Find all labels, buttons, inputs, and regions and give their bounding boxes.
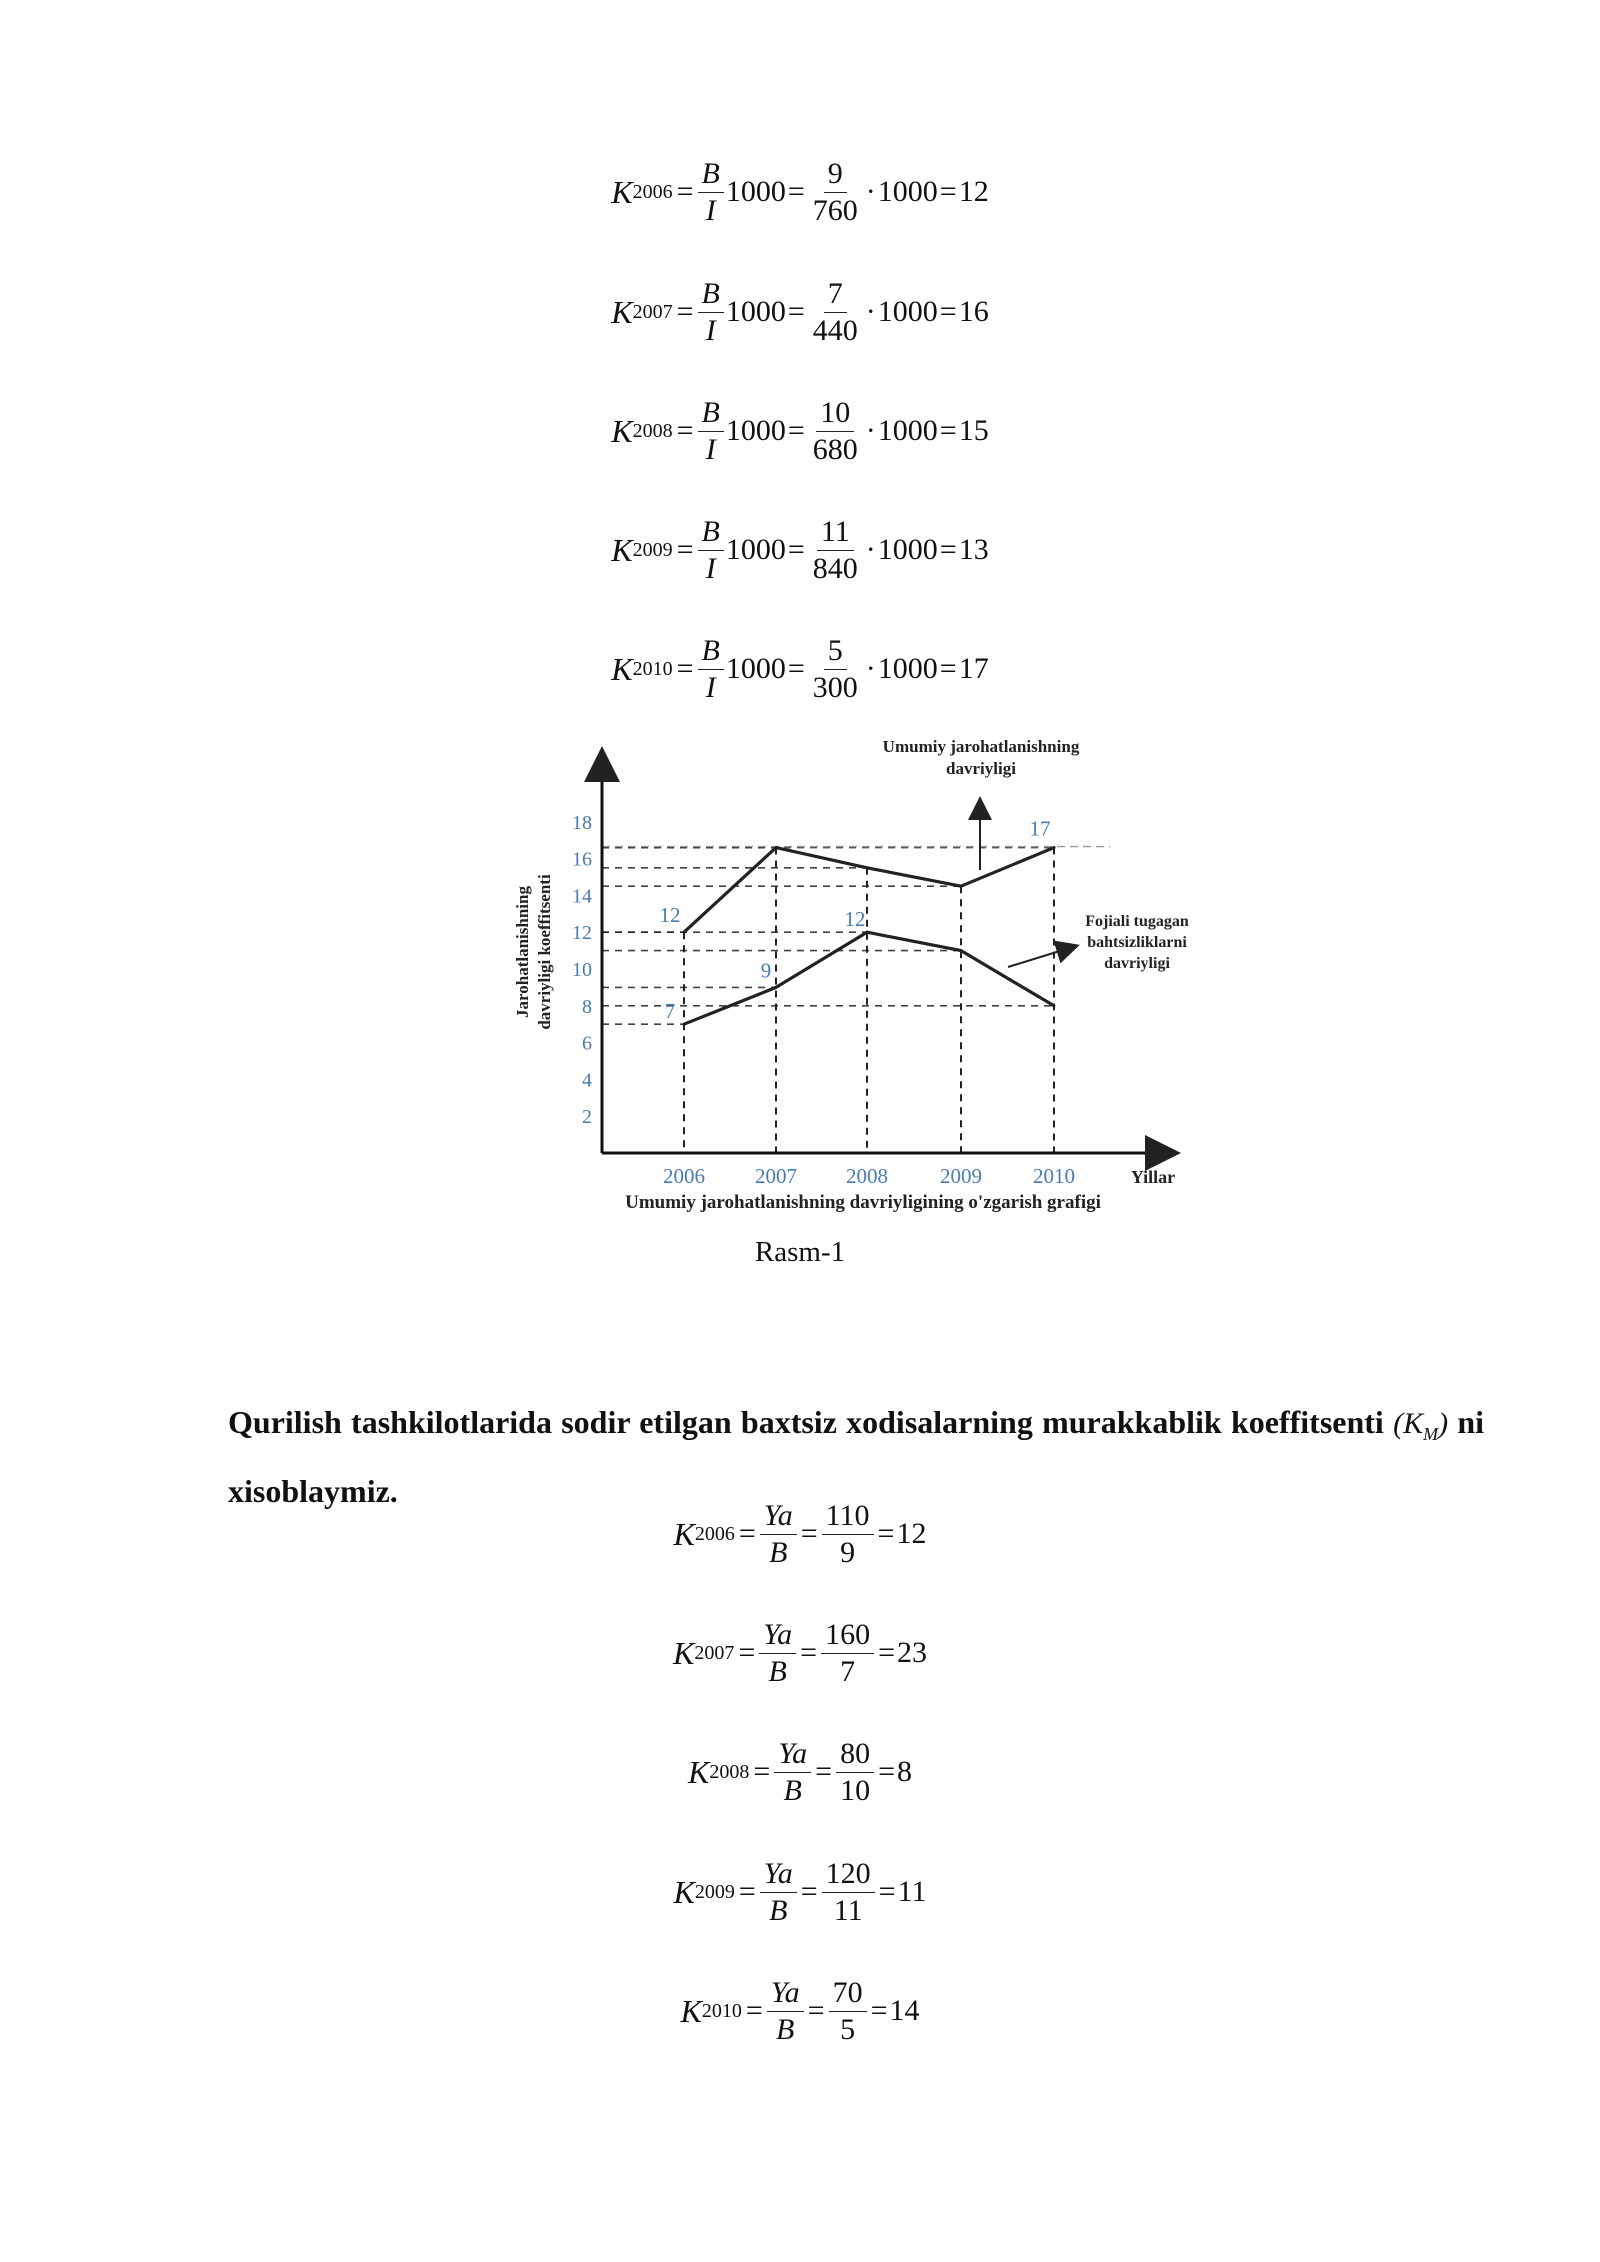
series-2-name: davriyligi [1104, 955, 1170, 972]
eq-var: K [673, 1873, 695, 1910]
eq-sub: 2006 [694, 1522, 735, 1545]
eq-result: 15 [958, 414, 989, 447]
eq-result: 13 [958, 533, 989, 566]
eq-sub: 2007 [694, 1641, 735, 1664]
eq-result: 16 [958, 295, 989, 328]
eq-frac-num: B [698, 158, 724, 193]
eq-frac-den: I [705, 313, 716, 347]
eq-frac-num: Ya [760, 1500, 797, 1535]
eq-num: 80 [836, 1738, 874, 1773]
eq-var: K [680, 1992, 702, 2029]
x-tick-label: 2009 [940, 1164, 982, 1188]
eq-num: 7 [824, 278, 847, 313]
y-tick-label: 2 [582, 1106, 592, 1129]
point-label: 17 [1029, 816, 1051, 841]
series-point [866, 931, 869, 934]
x-tick-label: 2006 [663, 1164, 705, 1188]
eq-frac-den: I [705, 193, 716, 227]
chart-labels [513, 737, 1189, 1213]
eq-mult: 1000 [725, 414, 786, 447]
eq-var: K [611, 293, 633, 330]
eq-result: 12 [958, 175, 989, 208]
eq-frac-den: I [705, 551, 716, 585]
eq-mult: 1000 [725, 295, 786, 328]
eq-sub: 2010 [701, 1999, 742, 2022]
eq-result: 8 [897, 1755, 913, 1788]
y-tick-label: 8 [582, 995, 592, 1018]
series-point [1053, 1004, 1056, 1007]
chart-axes [602, 752, 1175, 1153]
eq-mult: 1000 [725, 533, 786, 566]
eq-frac-num: Ya [759, 1619, 796, 1654]
eq-var: K [611, 173, 633, 210]
eq-mult2: 1000 [877, 175, 938, 208]
km-var: K [1403, 1407, 1424, 1440]
eq-sub: 2008 [632, 419, 673, 442]
eq-den: 10 [840, 1773, 871, 1807]
eq-var: K [672, 1634, 695, 1671]
series-point [775, 846, 778, 849]
equation-km-2007: K 2007 = $\frac{Ya}{B}$ = $\frac{160}{7}$ = 23 [672, 1618, 928, 1688]
eq-frac-den: I [705, 432, 716, 466]
eq-den: 11 [833, 1893, 863, 1927]
eq-den: 5 [840, 2012, 856, 2046]
series-point [683, 931, 686, 934]
eq-den: 680 [812, 432, 858, 466]
eq-mult: 1000 [725, 652, 786, 685]
series-1-name: davriyligi [946, 759, 1016, 778]
y-tick-label: 4 [582, 1069, 592, 1092]
point-label: 12 [844, 907, 866, 932]
eq-sub: 2006 [632, 180, 673, 203]
x-axis-label: Yillar [1130, 1167, 1176, 1187]
series-line-1 [684, 848, 1054, 933]
eq-den: 840 [812, 551, 858, 585]
eq-sub: 2009 [632, 538, 673, 561]
eq-mult2: 1000 [877, 295, 938, 328]
eq-var: K [611, 650, 633, 687]
eq-den: 7 [840, 1654, 856, 1688]
point-label: 7 [664, 999, 676, 1024]
eq-var: K [673, 1515, 695, 1552]
eq-num: 110 [822, 1500, 874, 1535]
y-tick-label: 16 [572, 848, 592, 871]
eq-den: 760 [812, 193, 858, 227]
eq-frac-den: B [769, 1535, 788, 1569]
eq-mult2: 1000 [877, 652, 938, 685]
eq-den: 440 [812, 313, 858, 347]
y-axis-label-line: Jarohatlanishning [513, 886, 532, 1018]
eq-frac-den: B [783, 1773, 802, 1807]
equation-k-2006: K 2006 = $\frac{B}{I}$ 1000 = $\frac{9}{760}$ · 1000 = 12 [611, 157, 989, 227]
eq-mult2: 1000 [877, 533, 938, 566]
km-symbol: $(K_M)$ [1393, 1407, 1449, 1444]
equation-k-2010: K 2010 = $\frac{B}{I}$ 1000 = $\frac{5}{300}$ · 1000 = 17 [611, 634, 989, 704]
eq-den: 300 [812, 670, 858, 704]
eq-var: K [611, 531, 633, 568]
eq-frac-num: B [698, 278, 724, 313]
eq-frac-den: B [769, 1893, 788, 1927]
eq-result: 14 [889, 1994, 920, 2027]
equation-k-2008: K 2008 = $\frac{B}{I}$ 1000 = $\frac{10}{680}$ · 1000 = 15 [611, 396, 989, 466]
y-tick-label: 6 [582, 1032, 592, 1055]
series-point [683, 1023, 686, 1026]
series-2-name: bahtsizliklarni [1087, 934, 1187, 951]
eq-sub: 2010 [632, 657, 673, 680]
y-tick-label: 10 [572, 959, 592, 981]
chart-ticks [572, 812, 1075, 1188]
equation-km-2009: K 2009 = $\frac{Ya}{B}$ = $\frac{120}{11}$ = 11 [673, 1857, 927, 1927]
eq-frac-den: I [705, 670, 716, 704]
series-2-name: Fojiali tugagan [1085, 913, 1189, 930]
chart-title: Umumiy jarohatlanishning davriyligining o'zgarish grafigi [625, 1192, 1101, 1213]
eq-frac-num: Ya [774, 1738, 811, 1773]
equation-km-2006: K 2006 = $\frac{Ya}{B}$ = $\frac{110}{9}$ = 12 [673, 1499, 927, 1569]
eq-var: K [687, 1753, 710, 1790]
eq-result: 11 [897, 1875, 927, 1908]
eq-num: 10 [816, 397, 854, 432]
chart-guides [602, 847, 1110, 1153]
x-tick-label: 2010 [1033, 1164, 1075, 1188]
y-tick-label: 18 [572, 811, 592, 834]
eq-num: 160 [821, 1619, 874, 1654]
series-point [1053, 846, 1056, 849]
eq-sub: 2009 [694, 1880, 735, 1903]
y-axis-label [513, 874, 554, 1030]
y-tick-label: 12 [572, 922, 592, 945]
eq-frac-den: B [768, 1654, 787, 1688]
paragraph-text-after: ni xisoblaymiz. [228, 1404, 1485, 1509]
series-point [866, 866, 869, 869]
eq-frac-num: B [698, 397, 724, 432]
series-point [960, 885, 963, 888]
series-line-2 [684, 932, 1054, 1024]
eq-frac-num: B [698, 635, 724, 670]
eq-result: 12 [896, 1517, 927, 1550]
y-tick-label: 14 [572, 885, 592, 908]
eq-num: 120 [822, 1858, 875, 1893]
eq-sub: 2008 [709, 1760, 750, 1783]
km-sub: M [1423, 1424, 1439, 1444]
eq-var: K [611, 412, 633, 449]
y-axis-label-line: davriyligi koeffitsenti [535, 874, 554, 1030]
equation-km-2010: K 2010 = $\frac{Ya}{B}$ = $\frac{70}{5}$ = 14 [680, 1976, 920, 2046]
figure-caption: Rasm-1 [754, 1236, 846, 1268]
eq-num: 70 [829, 1977, 867, 2012]
eq-result: 23 [897, 1636, 928, 1669]
eq-den: 9 [840, 1535, 856, 1569]
series-point [775, 986, 778, 989]
eq-result: 17 [958, 652, 989, 685]
x-tick-label: 2008 [846, 1164, 888, 1188]
eq-frac-den: B [776, 2012, 795, 2046]
equation-k-2009: K 2009 = $\frac{B}{I}$ 1000 = $\frac{11}{840}$ · 1000 = 13 [611, 515, 989, 585]
eq-frac-num: Ya [760, 1858, 797, 1893]
point-label: 9 [760, 958, 772, 983]
eq-sub: 2007 [632, 300, 673, 323]
x-tick-label: 2007 [755, 1164, 797, 1188]
eq-num: 11 [817, 516, 854, 551]
chart-series [683, 846, 1056, 1026]
point-label: 12 [659, 903, 681, 928]
eq-mult: 1000 [725, 175, 786, 208]
eq-num: 5 [824, 635, 847, 670]
equation-k-2007: K 2007 = $\frac{B}{I}$ 1000 = $\frac{7}{440}$ · 1000 = 16 [611, 277, 989, 347]
series-1-name: Umumiy jarohatlanishning [882, 737, 1080, 756]
series-2-pointer [1008, 946, 1076, 967]
paragraph-text-before: Qurilish tashkilotlarida sodir etilgan baxtsiz xodisalarning murakkablik koeffitsenti [228, 1404, 1384, 1440]
equation-km-2008: K 2008 = $\frac{Ya}{B}$ = $\frac{80}{10}$ = 8 [687, 1737, 913, 1807]
series-point [960, 949, 963, 952]
eq-frac-num: B [698, 516, 724, 551]
eq-mult2: 1000 [877, 414, 938, 447]
eq-num: 9 [824, 158, 847, 193]
eq-frac-num: Ya [767, 1977, 804, 2012]
